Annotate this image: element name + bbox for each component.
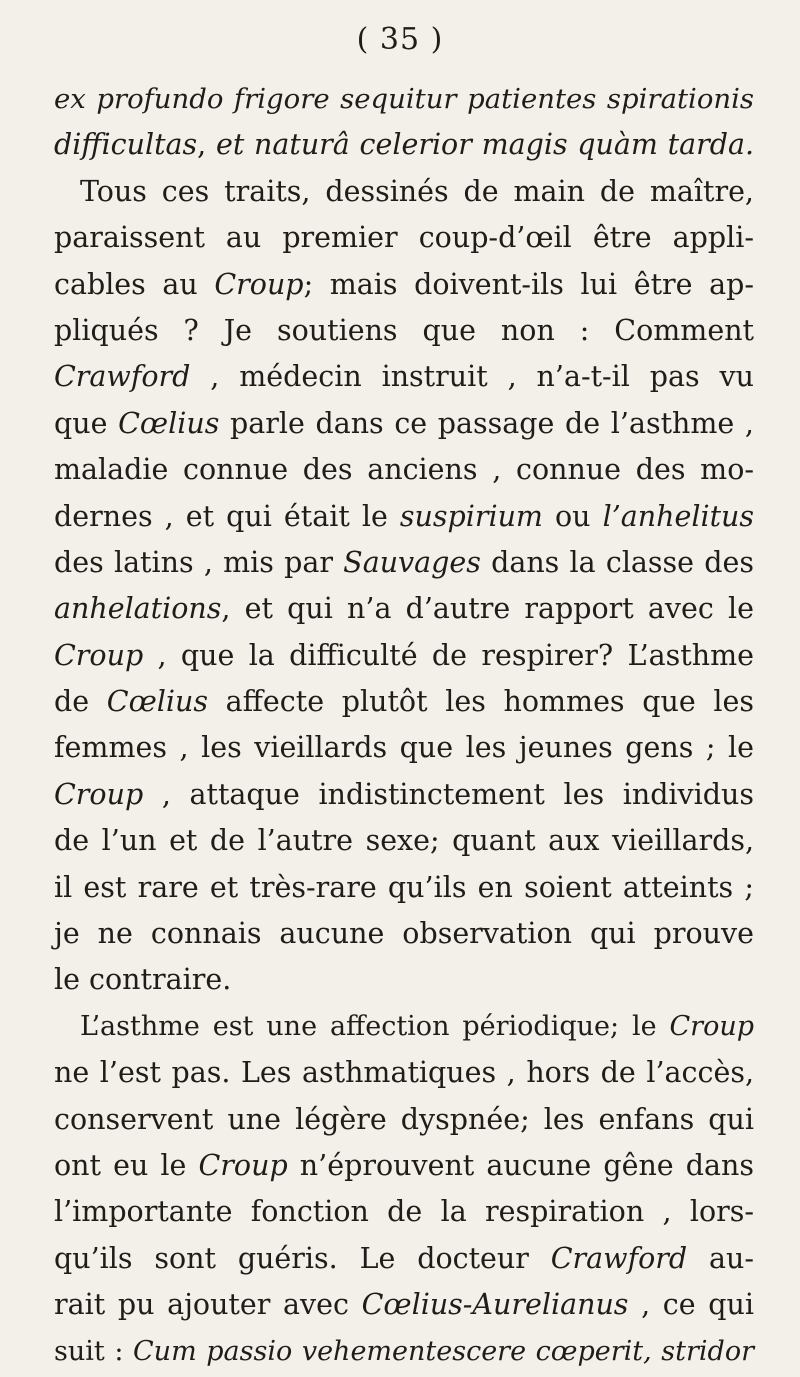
italic-text: Croup bbox=[669, 1010, 754, 1042]
text-run: je ne connais aucune observation qui prouve bbox=[54, 917, 754, 951]
text-run: parle dans ce passage de l’asthme , bbox=[219, 406, 754, 440]
body-text bbox=[54, 76, 754, 1375]
text-run: ; mais doivent-ils lui être ap- bbox=[303, 267, 754, 301]
text-run: affecte plutôt les hommes que les bbox=[208, 685, 754, 719]
text-run: le contraire. bbox=[54, 963, 232, 997]
text-line bbox=[54, 1236, 754, 1282]
italic-text: Cœlius-Aurelianus bbox=[361, 1288, 629, 1322]
text-run: , que la difficulté de respirer? L’asthme bbox=[143, 638, 754, 672]
text-run: de bbox=[54, 685, 107, 719]
italic-text: l’anhelitus bbox=[602, 499, 754, 533]
italic-text: Sauvages bbox=[343, 545, 481, 579]
text-run: qu’ils sont guéris. Le docteur bbox=[54, 1241, 551, 1275]
text-run: l’importante fonction de la respiration , lors- bbox=[54, 1195, 754, 1229]
text-line bbox=[54, 818, 754, 864]
text-line bbox=[54, 725, 754, 771]
italic-text: Croup bbox=[54, 638, 144, 672]
text-line bbox=[54, 308, 754, 354]
text-run: , médecin instruit , n’a-t-il pas vu bbox=[190, 360, 754, 394]
text-run: femmes , les vieillards que les jeunes gens ; le bbox=[54, 731, 754, 765]
italic-text: Cœlius bbox=[106, 685, 208, 719]
text-line bbox=[54, 540, 754, 586]
text-run: dans la classe des bbox=[480, 545, 754, 579]
text-run: au- bbox=[687, 1241, 754, 1275]
text-run: cables au bbox=[54, 267, 215, 301]
text-line bbox=[54, 169, 754, 215]
italic-text: Crawford bbox=[550, 1241, 688, 1275]
text-run: maladie connue des anciens , connue des mo- bbox=[54, 453, 754, 487]
text-run: suit : bbox=[54, 1335, 134, 1367]
text-run: , attaque indistinctement les individus bbox=[143, 777, 754, 811]
text-run: dernes , et qui était le bbox=[54, 499, 400, 533]
text-line bbox=[54, 911, 754, 957]
text-line bbox=[54, 1050, 754, 1096]
text-line bbox=[54, 1004, 754, 1050]
text-run: rait pu ajouter avec bbox=[54, 1288, 362, 1322]
italic-text: et naturâ celerior magis quàm tarda. bbox=[215, 128, 754, 162]
italic-text: Cœlius bbox=[118, 406, 220, 440]
text-line bbox=[54, 262, 754, 308]
text-run: il est rare et très-rare qu’ils en soient atteints ; bbox=[54, 870, 754, 904]
text-run: , ce qui bbox=[628, 1288, 754, 1322]
text-line bbox=[54, 1143, 754, 1189]
italic-text: Crawford bbox=[54, 360, 191, 394]
text-run: conservent une légère dyspnée; les enfans qui bbox=[54, 1102, 754, 1136]
text-line bbox=[54, 215, 754, 261]
text-run: n’éprouvent aucune gêne dans bbox=[287, 1148, 754, 1182]
text-line bbox=[54, 957, 754, 1003]
italic-text: difficultas bbox=[54, 128, 198, 162]
text-run: des latins , mis par bbox=[54, 545, 344, 579]
text-line bbox=[54, 1097, 754, 1143]
text-line bbox=[54, 76, 754, 122]
italic-text: anhelations bbox=[54, 592, 222, 626]
text-run: ont eu le bbox=[54, 1148, 199, 1182]
text-run: L’asthme est une affection périodique; le bbox=[80, 1010, 670, 1042]
italic-text: Croup bbox=[54, 777, 144, 811]
text-run: de l’un et de l’autre sexe; quant aux vieillards, bbox=[54, 824, 754, 858]
text-line bbox=[54, 865, 754, 911]
text-line bbox=[54, 1189, 754, 1235]
text-run: Tous ces traits, dessinés de main de maître, bbox=[80, 174, 754, 208]
text-line bbox=[54, 354, 754, 400]
text-run: paraissent au premier coup-d’œil être appli- bbox=[54, 221, 754, 255]
text-line bbox=[54, 447, 754, 493]
text-line bbox=[54, 772, 754, 818]
text-line bbox=[54, 401, 754, 447]
text-run: , et qui n’a d’autre rapport avec le bbox=[221, 592, 754, 626]
italic-text: suspirium bbox=[399, 499, 543, 533]
text-line bbox=[54, 122, 754, 168]
text-run: ou bbox=[542, 499, 603, 533]
italic-text: Cum passio vehementescere cœperit, stridor bbox=[133, 1335, 754, 1367]
text-line bbox=[54, 679, 754, 725]
text-run: , bbox=[197, 128, 216, 162]
text-line bbox=[54, 633, 754, 679]
text-run: que bbox=[54, 406, 119, 440]
text-line bbox=[54, 1282, 754, 1328]
italic-text: Croup bbox=[214, 267, 304, 301]
text-run: pliqués ? Je soutiens que non : Comment bbox=[54, 313, 754, 347]
italic-text: Croup bbox=[198, 1148, 288, 1182]
page-number: ( 35 ) bbox=[356, 22, 444, 57]
text-line bbox=[54, 494, 754, 540]
italic-text: ex profundo frigore sequitur patientes spirationis bbox=[54, 83, 754, 115]
text-run: ne l’est pas. Les asthmatiques , hors de l’accès, bbox=[54, 1056, 754, 1090]
text-line bbox=[54, 1329, 754, 1375]
text-line bbox=[54, 586, 754, 632]
